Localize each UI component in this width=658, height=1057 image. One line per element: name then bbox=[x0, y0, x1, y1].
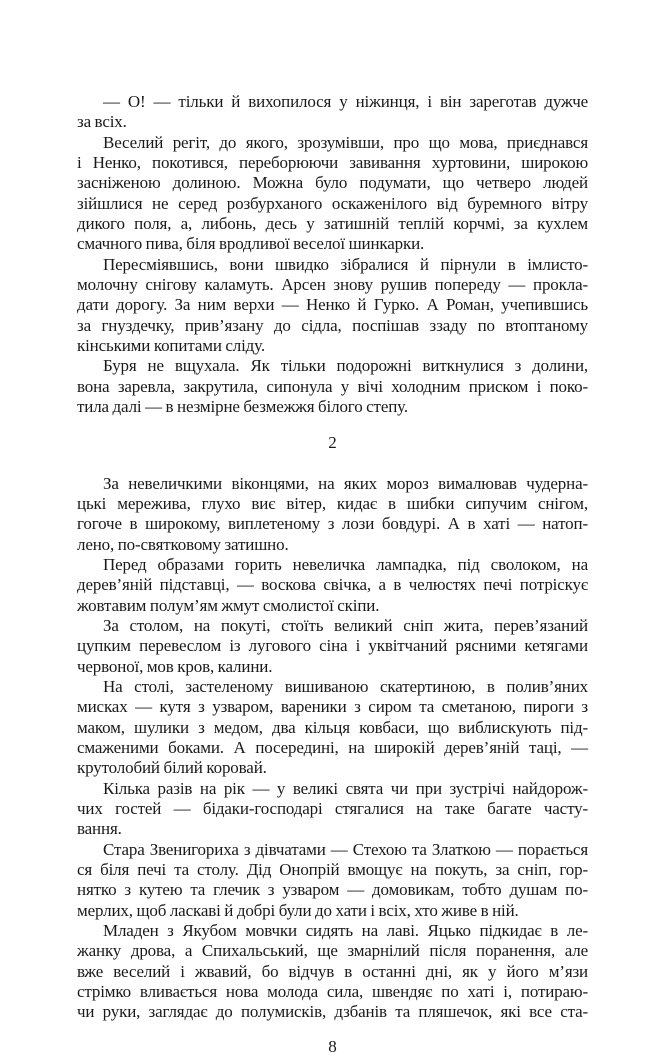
paragraph bbox=[77, 677, 588, 779]
text-line: лено, по-святковому затишно. bbox=[77, 534, 289, 554]
text-line: Пересміявшись, вони швидко зібралися й пірнули в імлисто- bbox=[103, 254, 588, 274]
text-line: тила далі — в незмірне безмежжя білого степу. bbox=[77, 397, 408, 417]
paragraph bbox=[77, 779, 588, 840]
paragraph bbox=[77, 921, 588, 1023]
text-line: маком, шулики з медом, два кільця ковбаси, що виблискують під- bbox=[77, 717, 588, 737]
paragraph bbox=[77, 92, 588, 133]
paragraph bbox=[77, 555, 588, 616]
text-line: смаженими боками. А посередині, на широкій дерев’яній таці, — bbox=[77, 737, 588, 757]
paragraph bbox=[77, 133, 588, 255]
text-line: нятко з кутею та глечик з узваром — домовикам, тобто душам по- bbox=[77, 880, 588, 900]
paragraph bbox=[77, 255, 588, 357]
text-line: ся біля печі та столу. Дід Онопрій вмощує на покуть, за сніп, гор- bbox=[77, 860, 588, 880]
chapter-heading: 2 bbox=[328, 432, 337, 452]
section-before-chapter bbox=[77, 92, 588, 418]
text-line: дикого поля, а, либонь, десь у затишній теплій корчмі, за кухлем bbox=[77, 214, 588, 234]
text-line: Младен з Якубом мовчки сидять на лаві. Яцько підкидає в ле- bbox=[103, 921, 588, 941]
paragraph bbox=[77, 840, 588, 921]
text-line: вже веселий і жвавий, бо відчув в останні дні, як у його м’язи bbox=[77, 961, 588, 981]
text-line: кінськими копитами сліду. bbox=[77, 336, 265, 356]
text-line: смачного пива, біля вродливої веселої шинкарки. bbox=[77, 234, 425, 254]
text-line: жовтавим полум’ям жмут смолистої скіпи. bbox=[77, 595, 380, 615]
text-line: На столі, застеленому вишиваною скатертиною, в полив’яних bbox=[103, 676, 588, 696]
text-line: жанку дрова, а Спихальський, ще змарнілий після поранення, але bbox=[77, 941, 588, 961]
text-line: вона заревла, закрутила, сипонула у вічі холодним приском і поко- bbox=[77, 376, 588, 396]
text-line: чи руки, заглядає до полумисків, дзбанів та пляшечок, які все ста- bbox=[77, 1002, 588, 1022]
text-line: цупким перевеслом із лугового сіна і уквітчаний рясними кетягами bbox=[77, 636, 588, 656]
text-line: мерлих, щоб ласкаві й добрі були до хати і всіх, хто живе в ній. bbox=[77, 900, 519, 920]
text-line: дати дорогу. За ним верхи — Ненко й Гурко. А Роман, учепившись bbox=[77, 295, 588, 315]
text-line: Перед образами горить невеличка лампадка, під сволоком, на bbox=[103, 554, 588, 574]
text-line: молочну снігову каламуть. Арсен знову рушив попереду — прокла- bbox=[77, 275, 588, 295]
text-line: гогоче в широкому, виплетеному з лози бовдурі. А в хаті — натоп- bbox=[77, 514, 588, 534]
text-line: засніженою долиною. Можна було подумати, що четверо людей bbox=[77, 173, 588, 193]
section-chapter-2 bbox=[77, 474, 588, 1023]
text-line: Буря не вщухала. Як тільки подорожні виткнулися з долини, bbox=[103, 356, 588, 376]
text-line: за всіх. bbox=[77, 112, 127, 132]
text-line: вання. bbox=[77, 819, 122, 839]
text-line: мисках — кутя з узваром, вареники з сиром та сметаною, пироги з bbox=[77, 697, 588, 717]
text-line: дерев’яній підставці, — воскова свічка, а в челюстях печі потріскує bbox=[77, 575, 588, 595]
text-line: цькі мережива, глухо виє вітер, кидає в шибки сипучим снігом, bbox=[77, 493, 588, 513]
text-line: За невеличкими віконцями, на яких мороз вималював чудерна- bbox=[103, 473, 588, 493]
paragraph bbox=[77, 356, 588, 417]
text-line: Веселий регіт, до якого, зрозумівши, про що мова, приєднався bbox=[103, 132, 588, 152]
text-line: крутолобий білий коровай. bbox=[77, 758, 267, 778]
text-line: червоної, мов кров, калини. bbox=[77, 656, 273, 676]
text-line: і Ненко, покотився, переборюючи завивання хуртовини, широкою bbox=[77, 153, 588, 173]
paragraph bbox=[77, 616, 588, 677]
text-line: за гнуздечку, прив’язану до сідла, поспішав ззаду по втоптаному bbox=[77, 315, 588, 335]
text-line: За столом, на покуті, стоїть великий сніп жита, перев’язаний bbox=[103, 615, 588, 635]
text-line: зійшлися не серед розбурханого оскаженілого від буремного вітру bbox=[77, 193, 588, 213]
text-line: чих гостей — бідаки-господарі стягалися на таке багате часту- bbox=[77, 799, 588, 818]
text-line: — О! — тільки й вихопилося у ніжинця, і він зареготав дужче bbox=[103, 92, 588, 111]
text-line: Кілька разів на рік — у великі свята чи при зустрічі найдорож- bbox=[103, 778, 588, 798]
text-line: Стара Звенигориха з дівчатами — Стехою та Златкою — порається bbox=[103, 839, 588, 859]
page-number: 8 bbox=[328, 1036, 337, 1056]
paragraph bbox=[77, 474, 588, 555]
text-line: стрімко вливається нова молода сила, швендяє по хаті і, потираю- bbox=[77, 982, 588, 1002]
